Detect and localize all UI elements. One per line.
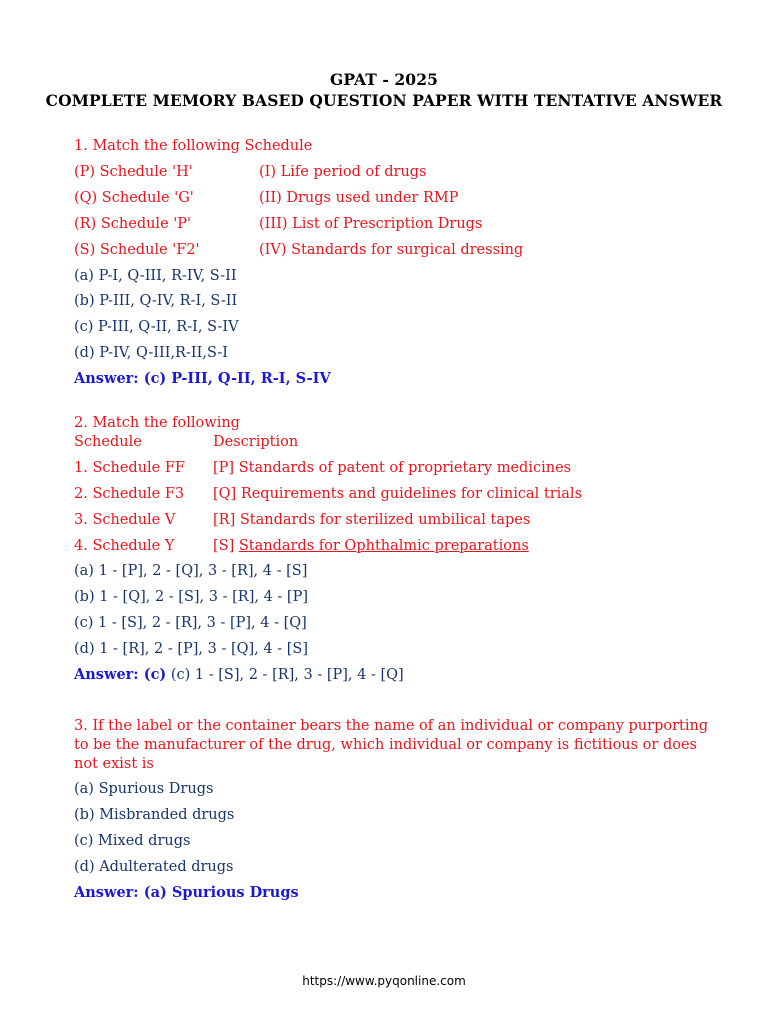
q3-option-c: (c) Mixed drugs [74,833,191,849]
q3-question-line: not exist is [74,756,154,772]
q1-right-item: (I) Life period of drugs [259,164,427,180]
q2-option-a: (a) 1 - [P], 2 - [Q], 3 - [R], 4 - [S] [74,563,308,579]
q2-right-prefix: [P] [213,460,239,476]
q2-left-item: 1. Schedule FF [74,460,185,476]
q2-left-item: 3. Schedule V [74,512,176,528]
q2-right-item [213,537,529,555]
q2-left-item: 2. Schedule F3 [74,486,185,502]
q2-answer-label: Answer: (c) [74,666,167,683]
page-subtitle: COMPLETE MEMORY BASED QUESTION PAPER WITH TENTATIVE ANSWER [45,91,723,110]
q2-answer [74,666,404,684]
q2-right-text-underlined: Standards for Ophthalmic preparations [238,538,529,554]
q2-right-text: Requirements and guidelines for clinical trials [240,486,583,502]
q2-right-prefix: [Q] [213,486,241,502]
footer-url[interactable]: https://www.pyqonline.com [302,974,466,988]
q1-right-item: (II) Drugs used under RMP [259,190,459,206]
q2-right-prefix: [R] [213,512,240,528]
q2-answer-text: (c) 1 - [S], 2 - [R], 3 - [P], 4 - [Q] [166,667,404,683]
q3-option-b: (b) Misbranded drugs [74,807,235,823]
q2-col-head-schedule: Schedule [74,434,142,450]
q1-left-item: (S) Schedule 'F2' [74,242,200,258]
q2-option-c: (c) 1 - [S], 2 - [R], 3 - [P], 4 - [Q] [74,615,307,631]
q3-question-line: to be the manufacturer of the drug, which individual or company is fictitious or does [74,737,697,753]
q2-right-text: Standards of patent of proprietary medicines [238,460,572,476]
page-title: GPAT - 2025 [330,70,438,89]
q2-right-prefix: [S] [213,538,239,554]
q1-option-b: (b) P-III, Q-IV, R-I, S-II [74,293,238,309]
q1-right-item: (III) List of Prescription Drugs [259,216,483,232]
q2-right-item [213,485,582,503]
q2-option-b: (b) 1 - [Q], 2 - [S], 3 - [R], 4 - [P] [74,589,308,605]
q1-option-a: (a) P-I, Q-III, R-IV, S-II [74,268,237,284]
q2-left-item: 4. Schedule Y [74,538,175,554]
q1-left-item: (Q) Schedule 'G' [74,190,194,206]
q3-option-d: (d) Adulterated drugs [74,859,234,875]
q2-right-item [213,459,571,477]
q3-answer: Answer: (a) Spurious Drugs [74,884,299,901]
q1-question: 1. Match the following Schedule [74,138,313,154]
q1-right-item: (IV) Standards for surgical dressing [259,242,524,258]
q3-option-a: (a) Spurious Drugs [74,781,214,797]
q2-col-head-description: Description [213,434,299,450]
q2-right-item [213,511,530,529]
q2-right-text: Standards for sterilized umbilical tapes [239,512,531,528]
q2-option-d: (d) 1 - [R], 2 - [P], 3 - [Q], 4 - [S] [74,641,308,657]
q1-option-d: (d) P-IV, Q-III,R-II,S-I [74,345,229,361]
q1-answer: Answer: (c) P-III, Q-II, R-I, S-IV [74,370,331,387]
q1-option-c: (c) P-III, Q-II, R-I, S-IV [74,319,239,335]
q1-left-item: (R) Schedule 'P' [74,216,191,232]
q3-question-line: 3. If the label or the container bears the name of an individual or company purporting [74,718,709,734]
q2-question: 2. Match the following [74,415,240,431]
q1-left-item: (P) Schedule 'H' [74,164,193,180]
